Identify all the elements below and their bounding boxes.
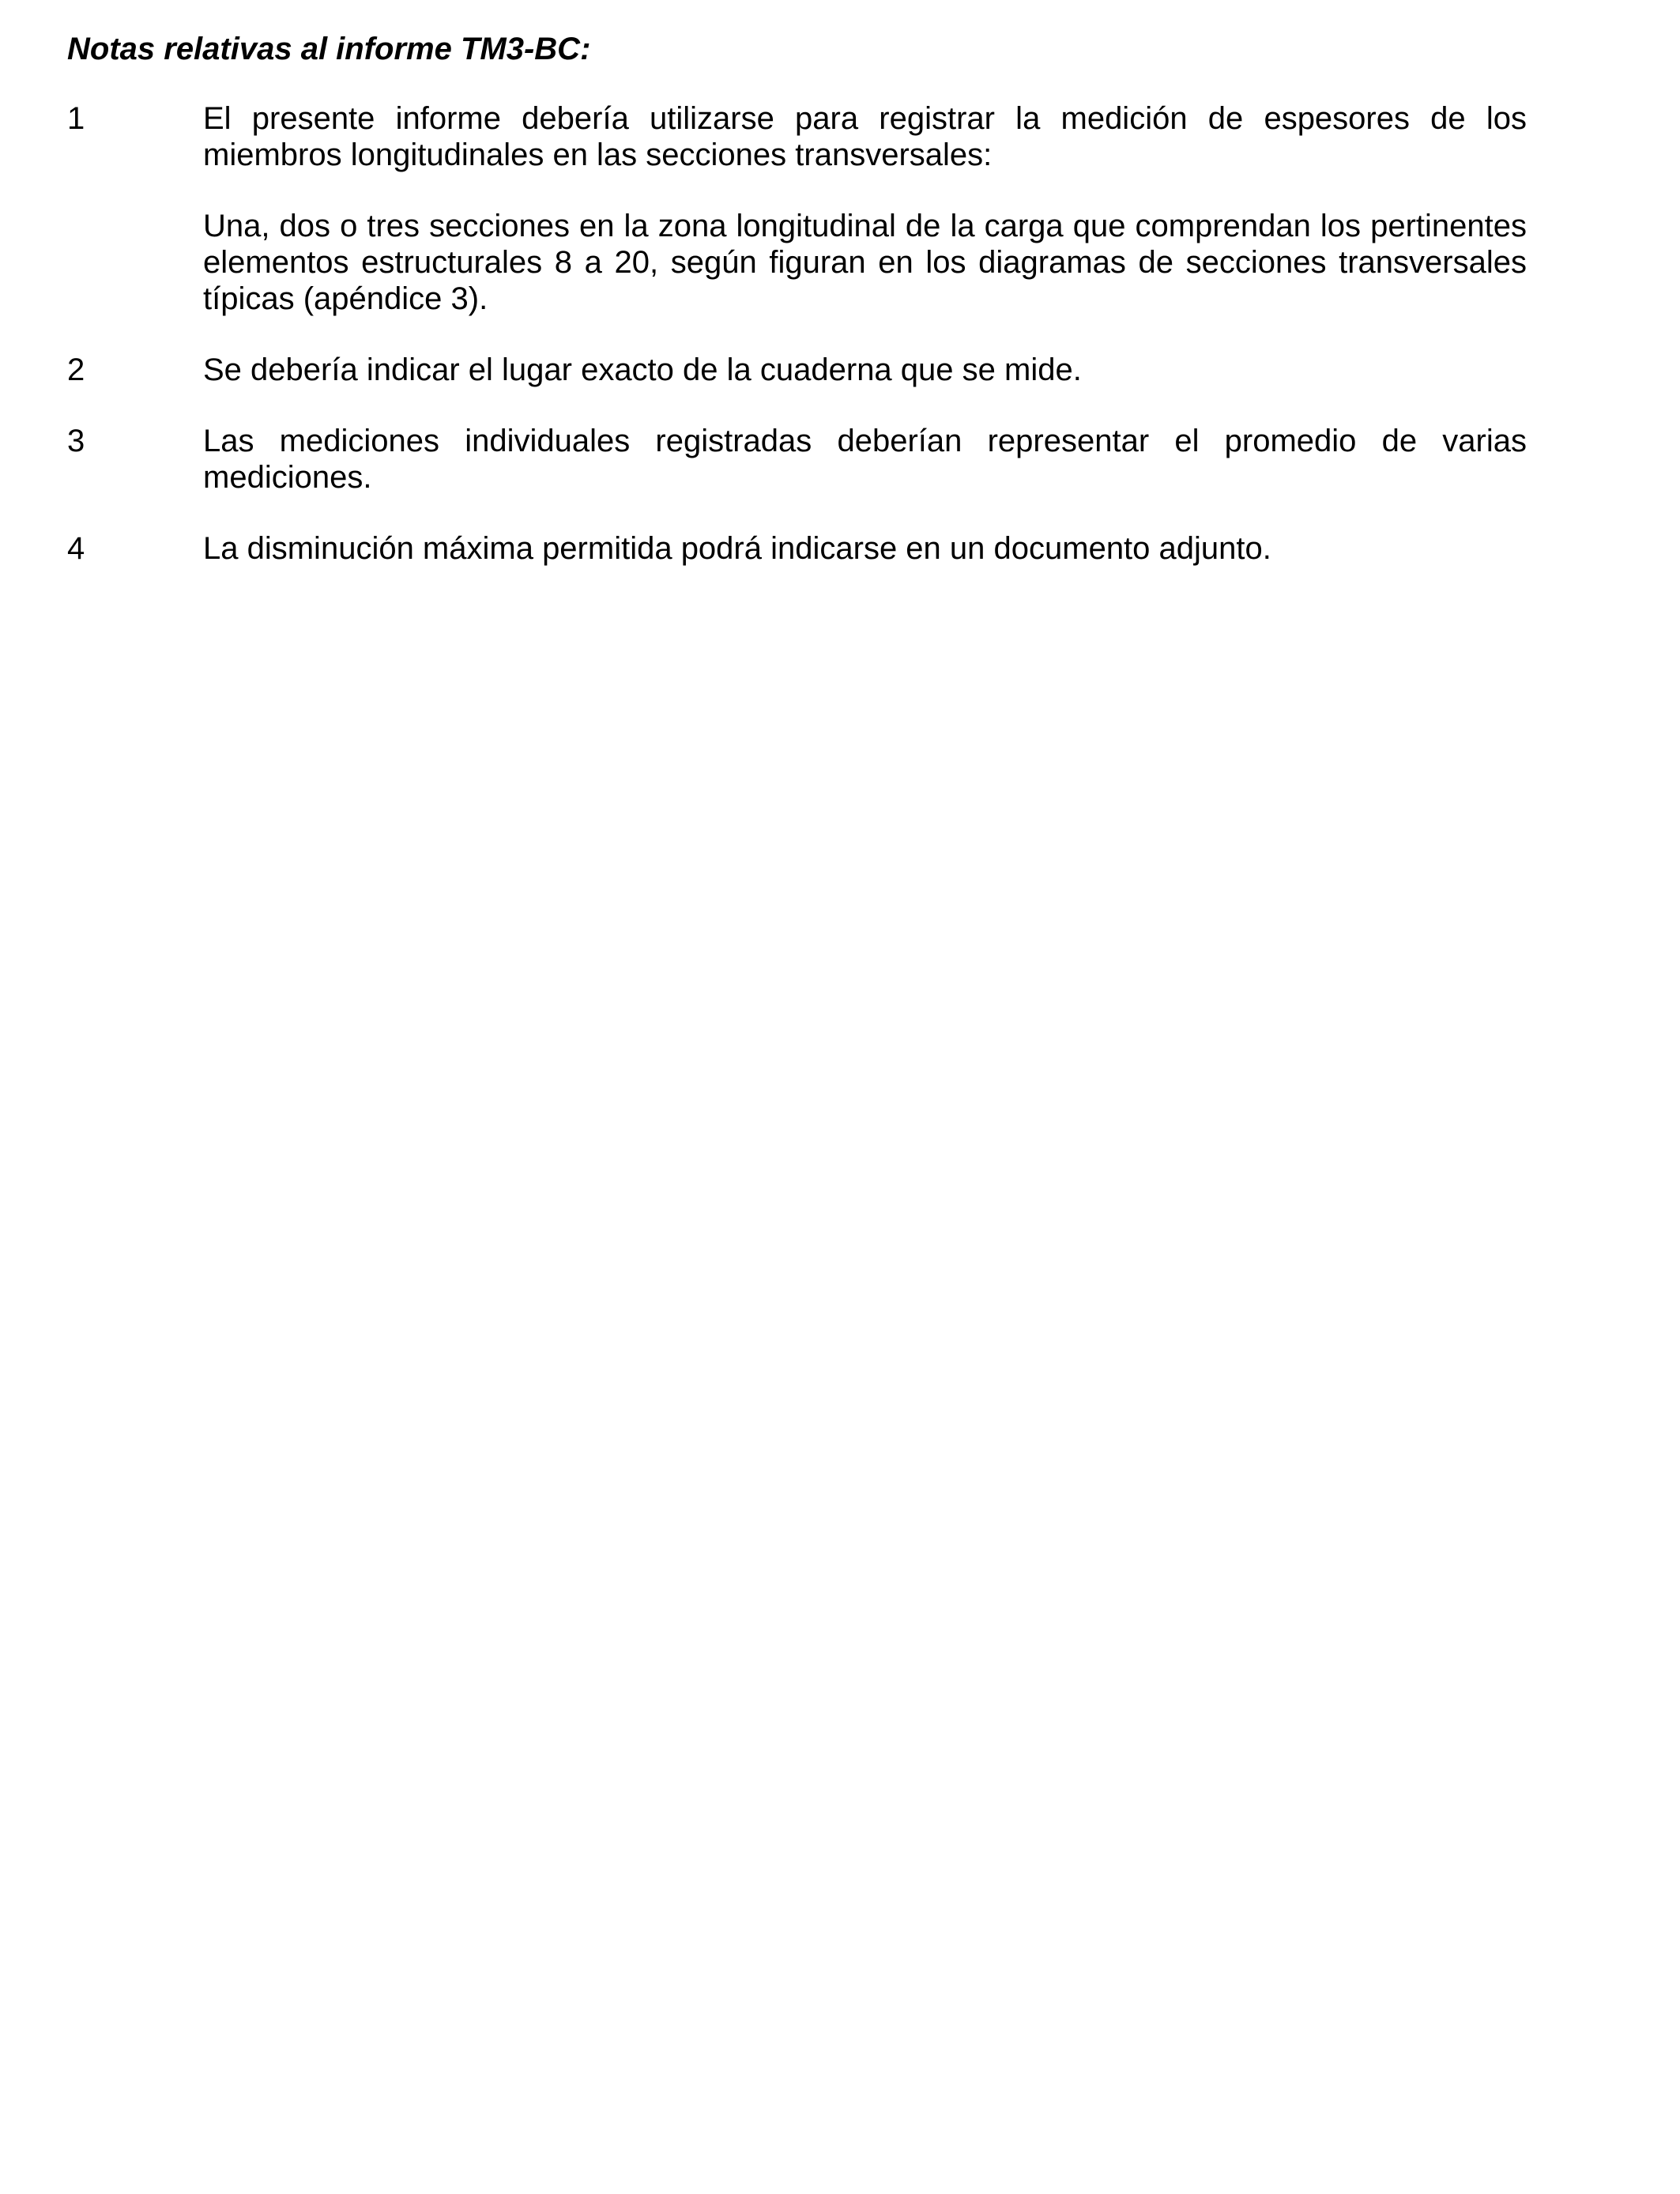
note-item: [67, 423, 1527, 496]
note-body: [203, 352, 1527, 388]
note-paragraph: Las mediciones individuales registradas deberían representar el promedio de varias mediciones.: [203, 424, 1527, 495]
note-number: 3: [67, 424, 85, 458]
note-body: [203, 530, 1527, 567]
note-number: 1: [67, 101, 85, 136]
note-number: 2: [67, 352, 85, 387]
document-heading: Notas relativas al informe TM3-BC:: [67, 32, 591, 66]
note-paragraph: El presente informe debería utilizarse para registrar la medición de espesores de los miembros longitudinales en las secciones transversales:: [203, 101, 1527, 172]
note-body: [203, 100, 1527, 317]
note-body: [203, 423, 1527, 496]
note-paragraph: Una, dos o tres secciones en la zona longitudinal de la carga que comprendan los pertinentes elementos estructurales 8 a 20, según figuran en los diagramas de secciones transversales típicas (apéndice 3).: [203, 209, 1527, 316]
note-item: [67, 352, 1527, 388]
note-item: [67, 100, 1527, 317]
note-paragraph: Se debería indicar el lugar exacto de la cuaderna que se mide.: [203, 352, 1082, 387]
note-item: [67, 530, 1527, 567]
note-number: 4: [67, 531, 85, 566]
notes-list: [67, 100, 1527, 601]
note-paragraph: La disminución máxima permitida podrá indicarse en un documento adjunto.: [203, 531, 1271, 566]
